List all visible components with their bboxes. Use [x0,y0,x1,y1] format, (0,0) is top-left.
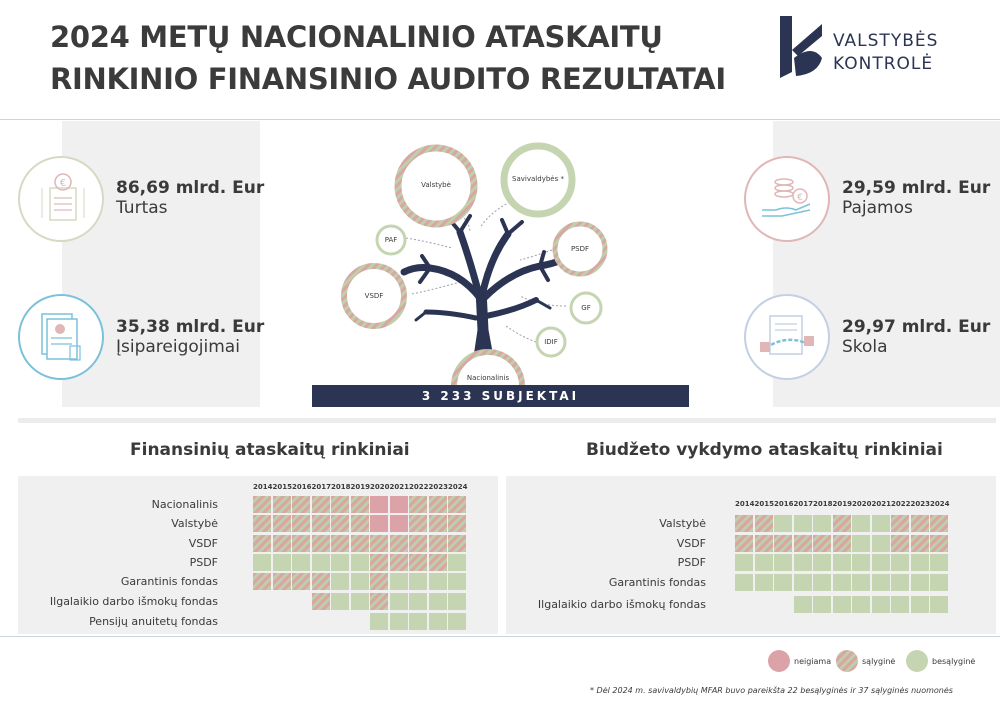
opinion-cell-unqualified [852,535,870,552]
bubble-label-idif: IDIF [544,338,558,346]
year-header: 2023 [910,500,930,508]
opinion-cell-unqualified [794,596,812,613]
opinion-cell-unqualified [735,574,753,591]
opinion-cell-conditional [312,496,330,513]
opinion-cell-unqualified [872,574,890,591]
svg-text:€: € [797,193,803,203]
row-label: PSDF [189,556,218,569]
opinion-cell-unqualified [429,613,447,630]
opinion-cell-unqualified [852,574,870,591]
opinion-cell-conditional [448,496,466,513]
year-header: 2020 [370,483,390,491]
skola-icon-circle [744,294,830,380]
opinion-cell-conditional [833,535,851,552]
opinion-cell-conditional [331,515,349,532]
opinion-cell-negative [390,496,408,513]
opinion-cell-unqualified [312,554,330,571]
logo-text [833,30,938,76]
opinion-cell-conditional [292,573,310,590]
opinion-cell-conditional [755,535,773,552]
opinion-cell-negative [390,515,408,532]
opinion-cell-unqualified [872,515,890,532]
opinion-cell-conditional [253,573,271,590]
opinion-cell-unqualified [735,554,753,571]
opinion-cell-conditional [370,573,388,590]
legend-unqualified-swatch [906,650,928,672]
pajamos-label: Pajamos [842,198,913,218]
opinion-cell-conditional [735,515,753,532]
opinion-cell-conditional [891,535,909,552]
opinion-cell-conditional [813,535,831,552]
row-label: Valstybė [171,517,218,530]
opinion-cell-unqualified [911,574,929,591]
opinion-cell-conditional [331,496,349,513]
euro-document-icon [20,158,102,240]
opinion-cell-conditional [370,535,388,552]
opinion-cell-negative [370,496,388,513]
opinion-cell-conditional [351,535,369,552]
opinion-cell-unqualified [813,515,831,532]
opinion-cell-unqualified [813,574,831,591]
row-label: VSDF [188,537,218,550]
title-line-1: 2024 METŲ NACIONALINIO ATASKAITŲ [50,20,663,54]
opinion-cell-conditional [409,496,427,513]
opinion-cell-unqualified [930,554,948,571]
opinion-cell-unqualified [833,596,851,613]
opinion-cell-unqualified [331,593,349,610]
opinion-cell-conditional [351,515,369,532]
financial-grid [18,476,498,634]
page-title [50,16,726,100]
isipareigojimai-icon-circle [18,294,104,380]
logo-line-2: KONTROLĖ [833,54,934,74]
opinion-cell-conditional [253,535,271,552]
year-header: 2023 [428,483,448,491]
year-header: 2022 [409,483,429,491]
opinion-cell-unqualified [292,554,310,571]
opinion-cell-conditional [331,535,349,552]
opinion-cell-unqualified [448,573,466,590]
opinion-cell-unqualified [448,613,466,630]
opinion-cell-unqualified [911,596,929,613]
bubble-label-valstybe: Valstybė [421,181,451,189]
row-label: Ilgalaikio darbo išmokų fondas [537,598,706,611]
year-header: 2016 [292,483,312,491]
opinion-cell-unqualified [833,554,851,571]
bubble-label-savivaldybes: Savivaldybės * [512,175,564,183]
opinion-cell-conditional [273,496,291,513]
opinion-cell-unqualified [755,554,773,571]
opinion-cell-conditional [312,573,330,590]
pajamos-icon-circle [744,156,830,242]
opinion-cell-unqualified [891,596,909,613]
opinion-cell-conditional [794,535,812,552]
footer-divider [0,636,1000,637]
year-header: 2024 [930,500,950,508]
opinion-cell-unqualified [852,596,870,613]
year-header: 2019 [832,500,852,508]
skola-value: 29,97 mlrd. Eur [842,317,991,337]
svg-text:€: € [59,178,67,189]
opinion-cell-unqualified [448,593,466,610]
opinion-cell-unqualified [813,554,831,571]
opinion-cell-conditional [273,573,291,590]
opinion-cell-unqualified [755,574,773,591]
year-header: 2020 [852,500,872,508]
opinion-cell-conditional [312,535,330,552]
row-label: Valstybė [659,517,706,530]
opinion-cell-unqualified [351,554,369,571]
opinion-cell-conditional [409,515,427,532]
opinion-cell-conditional [891,515,909,532]
opinion-cell-conditional [429,535,447,552]
year-header: 2019 [350,483,370,491]
opinion-cell-conditional [774,535,792,552]
isipareigojimai-value: 35,38 mlrd. Eur [116,317,265,337]
opinion-cell-conditional [429,515,447,532]
opinion-cell-unqualified [774,515,792,532]
opinion-cell-unqualified [429,593,447,610]
budget-title: Biudžeto vykdymo ataskaitų rinkiniai [586,440,943,460]
row-label: Pensijų anuitetų fondas [89,615,218,628]
opinion-cell-conditional [370,593,388,610]
opinion-cell-unqualified [351,573,369,590]
logo-line-1: VALSTYBĖS [833,31,939,51]
year-header: 2015 [272,483,292,491]
year-header: 2014 [735,500,755,508]
opinion-cell-unqualified [331,573,349,590]
chained-document-icon [746,296,828,378]
opinion-cell-unqualified [833,574,851,591]
year-header: 2015 [754,500,774,508]
opinion-cell-conditional [930,515,948,532]
opinion-cell-unqualified [794,574,812,591]
opinion-cell-negative [370,515,388,532]
opinion-cell-conditional [911,515,929,532]
row-label: Garantinis fondas [608,576,706,589]
row-label: Ilgalaikio darbo išmokų fondas [49,595,218,608]
bubble-label-psdf: PSDF [570,245,590,253]
opinion-cell-unqualified [331,554,349,571]
opinion-cell-unqualified [390,593,408,610]
bubble-label-vsdf: VSDF [364,292,384,300]
row-label: Garantinis fondas [120,575,218,588]
row-label: PSDF [677,556,706,569]
opinion-cell-unqualified [390,613,408,630]
skola-label: Skola [842,337,888,357]
year-header: 2018 [813,500,833,508]
opinion-cell-unqualified [253,554,271,571]
opinion-cell-conditional [755,515,773,532]
opinion-cell-conditional [292,515,310,532]
footnote: * Dėl 2024 m. savivaldybių MFAR buvo pareikšta 22 besąlyginės ir 37 sąlyginės nuomonės [590,686,953,695]
bubble-label-gf: GF [581,304,591,312]
turtas-label: Turtas [116,198,168,218]
year-header: 2022 [891,500,911,508]
signed-document-icon [20,296,102,378]
opinion-cell-conditional [429,496,447,513]
opinion-cell-conditional [312,593,330,610]
opinion-cell-unqualified [872,535,890,552]
opinion-cell-unqualified [409,593,427,610]
opinion-cell-unqualified [930,596,948,613]
opinion-cell-unqualified [891,554,909,571]
opinion-cell-conditional [930,535,948,552]
opinion-cell-conditional [292,535,310,552]
legend-conditional-swatch [836,650,858,672]
turtas-value: 86,69 mlrd. Eur [116,178,265,198]
opinion-cell-conditional [390,535,408,552]
tree-diagram [330,140,670,390]
opinion-cell-unqualified [774,574,792,591]
opinion-cell-unqualified [370,613,388,630]
opinion-cell-conditional [273,535,291,552]
turtas-icon-circle [18,156,104,242]
year-header: 2021 [871,500,891,508]
year-header: 2021 [389,483,409,491]
legend-negative-label: neigiama [794,657,832,666]
legend-conditional-label: sąlyginė [862,657,896,666]
legend-negative-swatch [768,650,790,672]
opinion-cell-unqualified [351,593,369,610]
year-header: 2018 [331,483,351,491]
opinion-cell-conditional [911,535,929,552]
opinion-cell-conditional [253,515,271,532]
opinion-cell-unqualified [448,554,466,571]
year-header: 2017 [793,500,813,508]
opinion-cell-unqualified [911,554,929,571]
valstybes-kontrole-logo-icon [778,14,828,80]
header-divider [0,119,1000,120]
opinion-cell-conditional [833,515,851,532]
opinion-cell-conditional [409,554,427,571]
financial-title: Finansinių ataskaitų rinkiniai [130,440,410,460]
opinion-cell-unqualified [852,515,870,532]
opinion-cell-unqualified [409,613,427,630]
opinion-cell-unqualified [872,596,890,613]
bubble-label-nacionalinis: Nacionalinis [466,374,510,382]
opinion-cell-conditional [448,515,466,532]
opinion-cell-unqualified [794,554,812,571]
opinion-cell-unqualified [390,573,408,590]
year-header: 2016 [774,500,794,508]
opinion-cell-conditional [253,496,271,513]
opinion-cell-conditional [351,496,369,513]
opinion-cell-unqualified [429,573,447,590]
coins-hand-icon [746,158,828,240]
year-header: 2014 [253,483,273,491]
opinion-cell-unqualified [852,554,870,571]
subjects-bar: 3 233 SUBJEKTAI [312,385,689,407]
legend-unqualified-label: besąlyginė [932,657,976,666]
opinion-cell-conditional [312,515,330,532]
opinion-cell-unqualified [930,574,948,591]
opinion-cell-conditional [390,554,408,571]
year-header: 2017 [311,483,331,491]
row-label: VSDF [676,537,706,550]
opinion-cell-unqualified [774,554,792,571]
pajamos-value: 29,59 mlrd. Eur [842,178,991,198]
year-header: 2024 [448,483,468,491]
opinion-cell-unqualified [872,554,890,571]
budget-grid [506,476,996,634]
title-line-2: RINKINIO FINANSINIO AUDITO REZULTATAI [50,62,726,96]
opinion-cell-conditional [429,554,447,571]
opinion-cell-conditional [409,535,427,552]
opinion-cell-unqualified [891,574,909,591]
opinion-cell-conditional [292,496,310,513]
opinion-cell-conditional [273,515,291,532]
opinion-cell-unqualified [813,596,831,613]
opinion-cell-unqualified [409,573,427,590]
section-divider [18,418,996,423]
opinion-cell-conditional [735,535,753,552]
opinion-cell-unqualified [794,515,812,532]
row-label: Nacionalinis [151,498,218,511]
isipareigojimai-label: Įsipareigojimai [116,337,240,357]
opinion-cell-conditional [448,535,466,552]
opinion-cell-conditional [370,554,388,571]
bubble-label-paf: PAF [384,236,398,244]
opinion-cell-unqualified [273,554,291,571]
